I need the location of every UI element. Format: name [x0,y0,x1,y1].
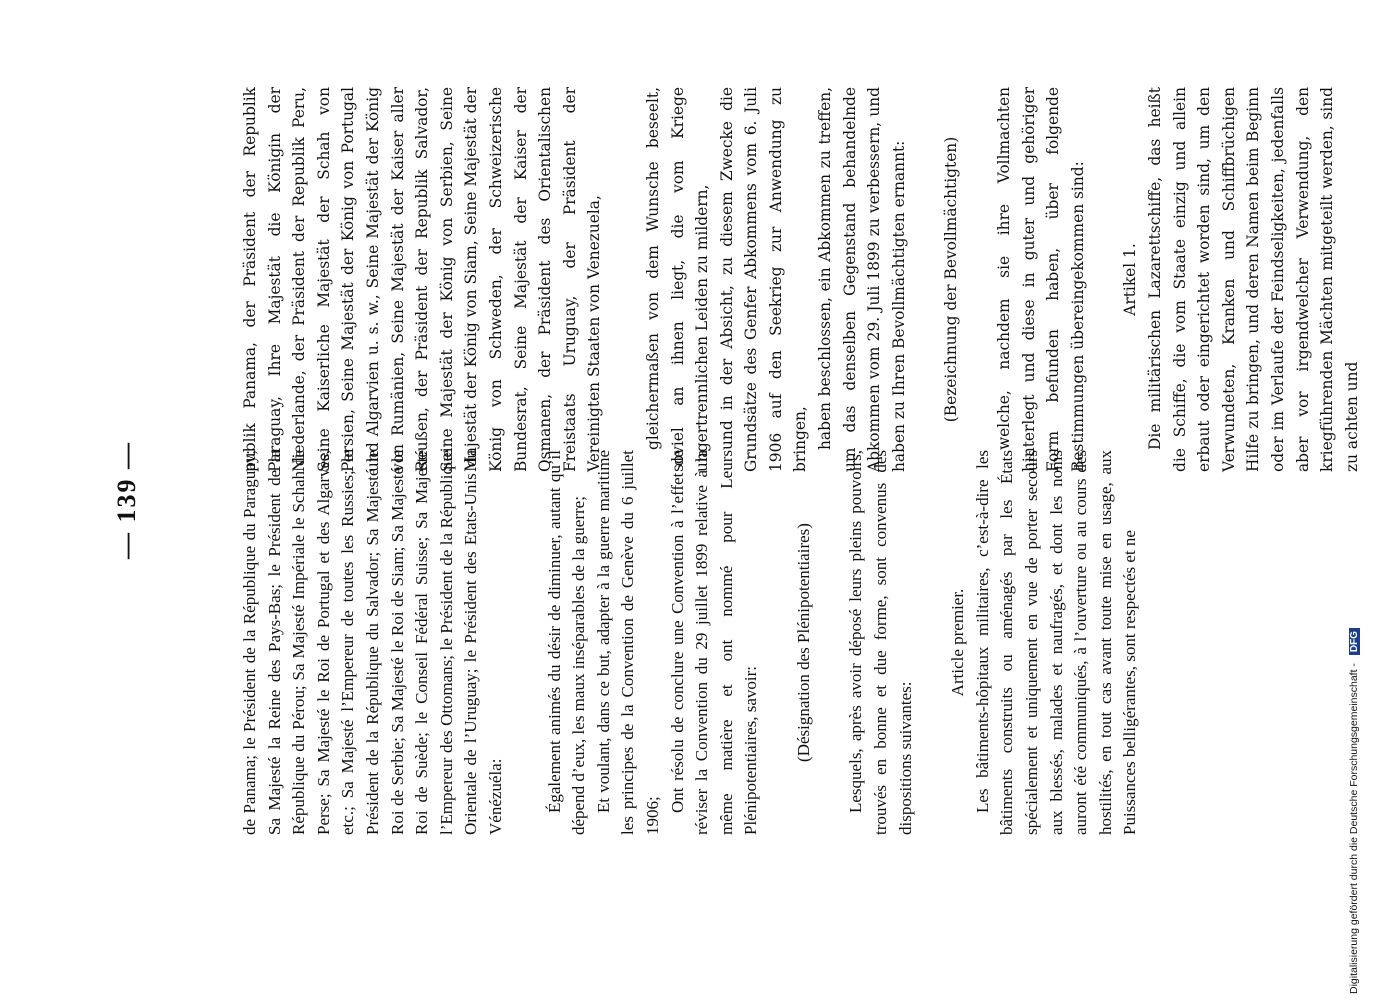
german-agreed-paragraph: welche, nachdem sie ihre Vollmachten hinterlegt und diese in guter und gehöriger Form befunden haben, über folgende Bestimmungen übereingekommen sind: [995,87,1087,472]
french-article-title: Article premier. [948,588,968,697]
french-column [238,450,1143,835]
french-designation: (Désignation des Plénipotentiaires) [793,523,813,762]
dfg-logo: DFG [1349,628,1360,655]
french-agreed-paragraph: Lesquels, après avoir déposé leurs pleins pouvoirs, trouvés en bonne et due forme, sont convenus des dispositions suivantes: [846,450,915,835]
page-number: — 139 — [112,441,141,559]
digitization-credit: Digitalisierung gefördert durch die Deutsche Forschungsgemeinschaft - [1348,663,1360,994]
french-adapt-paragraph: Et voulant, dans ce but, adapter à la guerre maritime les principes de la Convention de Genève du 6 juillet 1906; [593,450,662,835]
german-designation: (Bezeichnung der Bevollmächtigten) [942,136,961,423]
german-column [238,87,1364,472]
german-adapt-paragraph: und in der Absicht, zu diesem Zwecke die Grundsätze des Genfer Abkommens vom 6. Juli 1906 auf den Seekrieg zur Anwendung zu bringen, [717,87,810,472]
digitization-footer [1348,628,1360,994]
german-article-paragraph: Die militärischen Lazarettschiffe, das heißt die Schiffe, die vom Staate einzig und allein erbaut oder eingerichtet worden sind, um den Verwundeten, Kranken und Schiffbrüchigen Hilfe zu bringen, und deren Namen beim Beginn oder im Verlaufe der Feindseligkeiten, jedenfalls aber vor irgendwelcher Verwendung, den kriegführenden Mächten mitgeteilt werden, sind zu achten und [1146,87,1361,472]
french-parties-paragraph: de Panama; le Président de la République du Paraguay; Sa Majesté la Reine des Pays-Bas; le Président de la République du Pérou; Sa Majesté Impériale le Schah de Perse; Sa Majesté le Roi de Portugal et des Algarves, etc.; Sa Majesté l’Empereur de toutes les Russies; le Président de la République du Salvador; Sa Majesté le Roi de Serbie; Sa Majesté le Roi de Siam; Sa Majesté le Roi de Suède; le Conseil Fédéral Suisse; Sa Majesté l’Empereur des Ottomans; le Président de la République Orientale de l’Uruguay; le Président des Etats-Unis du Vénézuéla: [240,450,505,835]
german-desire-paragraph: gleichermaßen von dem Wunsche beseelt, soviel an ihnen liegt, die vom Kriege ungertrennlichen Leiden zu mildern, [643,87,712,472]
german-resolve-paragraph: haben beschlossen, ein Abkommen zu treffen, um das denselben Gegenstand behandelnde Abkommen vom 29. Juli 1899 zu verbessern, und haben zu Ihren Bevollmächtigten ernannt: [816,87,908,472]
french-resolve-paragraph: Ont résolu de conclure une Convention à l’effet de réviser la Convention du 29 juillet 1899 relative à la même matière et ont nommé pour Leurs Plénipotentiaires, savoir: [667,450,761,835]
french-article-paragraph: Les bâtiments-hôpitaux militaires, c’est-à-dire les bâtiments construits ou aménagés par les États spécialement et uniquement en vue de porter secours aux blessés, malades et naufragés, et dont les noms auront été communiqués, à l’ouverture ou au cours des hostilités, en tout cas avant toute mise en usage, aux Puissances belligérantes, sont respectés et ne [972,450,1140,835]
french-desire-paragraph: Également animés du désir de diminuer, autant qu’il dépend d’eux, les maux inséparables de la guerre; [544,450,589,835]
german-parties-paragraph: publik Panama, der Präsident der Republik Paraguay, Ihre Majestät die Königin der Niederlande, der Präsident der Republik Peru, Seine Kaiserliche Majestät der Schah von Persien, Seine Majestät der König von Portugal und Algarvien u. s. w., Seine Majestät der König von Rumänien, Seine Majestät der Kaiser aller Reußen, der Präsident der Republik Salvador, Seine Majestät der König von Serbien, Seine Majestät der König von Siam, Seine Majestät der König von Schweden, der Schweizerische Bundesrat, Seine Majestät der Kaiser der Osmanen, der Präsident des Orientalischen Freistaats Uruguay, der Präsident der Vereinigten Staaten von Venezuela, [241,87,604,472]
german-article-title: Artikel 1. [1121,243,1140,316]
